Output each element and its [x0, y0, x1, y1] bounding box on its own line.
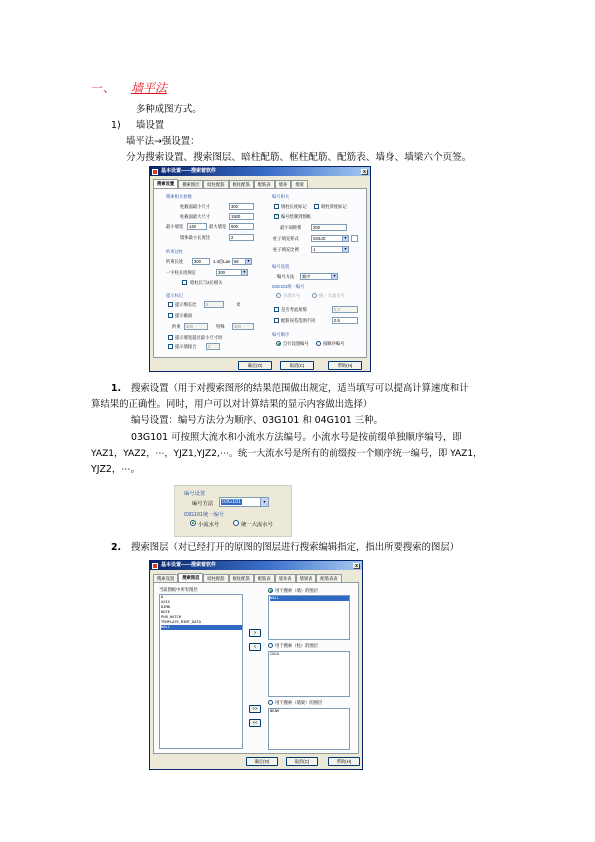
constrain-label: 约束	[172, 324, 181, 329]
remove-all-button[interactable]: <<	[249, 719, 261, 727]
ok-button[interactable]: 确定(O)	[238, 361, 272, 370]
wall-layers-radio[interactable]	[268, 588, 273, 593]
item2-number: 2.	[111, 542, 122, 553]
list-item[interactable]: WALL	[270, 596, 349, 601]
snippet-small-flow-radio[interactable]	[190, 520, 196, 526]
tab-frame-column[interactable]: 框柱配筋	[229, 180, 254, 188]
intro-text: 多种成图方式。	[136, 104, 202, 115]
tab-frame-column[interactable]: 框柱配筋	[229, 574, 254, 582]
constrain-input[interactable]: 200	[184, 323, 208, 330]
dark-col-checkbox[interactable]	[182, 280, 187, 285]
cancel-button[interactable]: 取消(C)	[280, 361, 314, 370]
anchor-group: 约束边柱	[166, 249, 184, 254]
order-left-label: 自行设置编号	[283, 341, 309, 346]
dialog-titlebar	[150, 167, 370, 176]
tolerance-label: 配筋误差范围不同	[281, 318, 316, 323]
all-layers-list[interactable]	[159, 594, 243, 749]
wall-min-label: 墙体最小长度比	[180, 235, 211, 240]
tab-strip	[153, 573, 342, 582]
add-button[interactable]: >	[249, 629, 261, 637]
num-group: 编号设置	[272, 264, 290, 269]
number-draw-label: 编号绘制到图纸	[281, 214, 312, 219]
col-style-value: SOLID	[313, 236, 326, 241]
item1-para2b: YAZ1，YAZ2，⋯，YJZ1,YJZ2,⋯。统一大流水号是所有的前缀按一个顺序统一编号，即 YAZ1，	[91, 449, 483, 459]
dark-mark-checkbox[interactable]	[314, 204, 319, 209]
snippet-big-flow-label: 统一大流水号	[241, 522, 273, 528]
hint-joint-input[interactable]: 3	[206, 343, 220, 350]
min-spacing-input[interactable]: 200	[311, 224, 347, 231]
item1-para2c: YJZ2，⋯。	[91, 464, 141, 475]
min-spacing-label: 最小间距系	[280, 225, 302, 230]
special-input[interactable]: 300	[232, 323, 254, 330]
item1-title: 搜索设置（用于对搜索图形的结果范围做出规定，适当填写可以提高计算速度和计	[131, 383, 469, 394]
item1-title-cont: 算结果的正确性。同时，用户可以对计算结果的显示内容做出选择）	[91, 399, 373, 410]
beam-layers-label: 用于搜索（墙梁）的图层	[275, 700, 323, 705]
list-item[interactable]: BEAM	[270, 709, 279, 713]
col-max-input[interactable]: 1500	[229, 213, 254, 220]
color-swatch[interactable]	[351, 235, 358, 242]
list-item[interactable]: PUB_HATCH	[161, 615, 181, 619]
list-item[interactable]: DOTE	[161, 610, 170, 614]
order-right-radio[interactable]	[316, 341, 321, 346]
hint-tip-unit: 米	[236, 302, 241, 307]
remove-button[interactable]: <	[249, 643, 261, 651]
item1-para2a: 03G101 可按照大流水和小流水方法编号。小流水号是按前缀单独顺序编号，即	[131, 432, 462, 443]
chevron-down-icon: ▼	[246, 259, 251, 263]
lae-select[interactable]	[232, 258, 252, 265]
big-flow-radio[interactable]	[312, 293, 317, 298]
tab-rebar-table[interactable]: 配筋表	[254, 180, 275, 188]
heading-title: 墙平法	[131, 81, 168, 95]
tab-wall-table[interactable]: 墙身表	[275, 574, 296, 582]
wallnum-label: 墙柱长度标记	[281, 204, 307, 209]
one-len-value: 300	[218, 270, 225, 275]
dialog2-titlebar	[150, 561, 362, 570]
list-item[interactable]: COLU	[270, 652, 279, 656]
num-method-value: 顺序	[302, 274, 311, 279]
ok-button[interactable]: 确定(O)	[246, 757, 278, 766]
chevron-down-icon: ▼	[242, 270, 247, 274]
wallnum-checkbox[interactable]	[274, 204, 279, 209]
tab-search-settings[interactable]: 搜索设置	[153, 179, 178, 188]
tab-search-layers[interactable]: 搜索图层	[178, 180, 203, 188]
chevron-down-icon: ▼	[343, 236, 348, 240]
prefix-checkbox[interactable]	[274, 307, 279, 312]
section-number: 1)	[111, 120, 121, 131]
label-group: 编号相关	[272, 194, 290, 199]
num-method-select[interactable]	[300, 273, 338, 280]
order-right-label: 按顺序编号	[323, 341, 345, 346]
tab-wall-body[interactable]: 墙身	[275, 180, 292, 188]
hint-group: 提示标记	[166, 293, 184, 298]
col-ratio-label: 柱子填充比例	[273, 247, 299, 252]
hint-joint-checkbox[interactable]	[168, 344, 173, 349]
hint-small-checkbox[interactable]	[168, 335, 173, 340]
app-icon	[152, 563, 158, 569]
anchor-len-input[interactable]: 300	[192, 258, 210, 265]
wall-min-input[interactable]: 2	[229, 234, 254, 241]
hint-area-label: 提示截面	[175, 313, 193, 318]
wall-layers-label: 用于搜索（墙）的图层	[275, 588, 318, 593]
tab-dark-column[interactable]: 暗柱配筋	[203, 180, 228, 188]
snippet-method-value: 03G101	[222, 499, 241, 505]
section-title: 墙设置	[136, 120, 165, 131]
col-ratio-select[interactable]	[311, 246, 349, 253]
cancel-button[interactable]: 取消(C)	[286, 757, 318, 766]
chevron-down-icon: ▼	[260, 498, 268, 506]
all-layers-label: 当前图纸中所有图层	[159, 587, 198, 592]
small-flow-radio[interactable]	[276, 293, 281, 298]
order-group: 编号顺序	[272, 332, 290, 337]
col-style-select[interactable]	[311, 235, 349, 242]
col-layers-list[interactable]	[268, 651, 350, 697]
snippet-group-title: 编号设置	[184, 491, 206, 497]
close-button[interactable]: x	[353, 563, 360, 569]
col-max-label: 柱截面最大尺寸	[180, 214, 211, 219]
col-ratio-value: 1	[313, 247, 316, 252]
tolerance-checkbox[interactable]	[274, 318, 279, 323]
chevron-down-icon: ▼	[343, 247, 348, 251]
list-item[interactable]: DIMN	[161, 605, 170, 609]
chevron-down-icon: ▼	[332, 274, 337, 278]
max-thk-input[interactable]: 600	[229, 223, 254, 230]
snippet-method-select[interactable]	[219, 497, 269, 507]
tab-dark-column[interactable]: 暗柱配筋	[203, 574, 228, 582]
min-thk-input[interactable]: 140	[187, 223, 207, 230]
hint-tip-label: 提示细长比	[175, 302, 197, 307]
list-item[interactable]: TEMPLATE_MINT_DATA	[161, 620, 201, 624]
help-button[interactable]: 帮助(H)	[328, 757, 360, 766]
snippet-method-label: 编号方法	[192, 501, 214, 507]
tab-strip	[153, 179, 308, 188]
close-button[interactable]: x	[361, 169, 368, 175]
tab-page	[153, 582, 359, 754]
dialog-title: 基本设置——搜索着软件	[161, 168, 217, 174]
tab-search-settings[interactable]: 搜索设置	[153, 574, 178, 582]
beam-layers-radio[interactable]	[268, 700, 273, 705]
add-all-button[interactable]: >>	[249, 705, 261, 713]
col-min-input[interactable]: 300	[229, 203, 254, 210]
one-len-select[interactable]	[216, 269, 248, 276]
dark-col-label: 暗柱长与2长相关	[190, 280, 223, 285]
lae-value: 56	[234, 259, 239, 264]
list-item[interactable]: WALL	[161, 625, 242, 630]
hint-tip-checkbox[interactable]	[168, 302, 173, 307]
tab-rebar-table-2[interactable]: 配筋表表	[316, 574, 341, 582]
hint-tip-input[interactable]: 5	[204, 301, 224, 308]
settings-dialog	[149, 166, 371, 372]
min-thk-label: 最小墙宽	[166, 224, 184, 229]
heading-number: 一、	[91, 81, 116, 95]
app-icon	[152, 169, 158, 175]
help-button[interactable]: 帮助(H)	[328, 361, 362, 370]
dialog2-title: 基本设置——搜索着软件	[161, 562, 217, 568]
order-left-radio[interactable]	[276, 341, 281, 346]
list-item[interactable]: AXIS	[161, 600, 170, 604]
snippet-big-flow-radio[interactable]	[233, 520, 239, 526]
tab-rebar-table[interactable]: 配筋表	[254, 574, 275, 582]
anchor-len-label: 约束长度	[166, 259, 184, 264]
one-len-label: 一字柱长度规定	[166, 270, 197, 275]
g101-group: 03G101统一编号	[272, 284, 305, 289]
lae-label: 1.4倍Lae	[213, 259, 231, 264]
big-flow-label: 统一大流水号	[319, 293, 345, 298]
hint-small-label: 提示墙宽超过最小尺寸时	[175, 335, 223, 340]
snippet-g101-label: 03G101统一编号	[184, 512, 225, 518]
col-layers-label: 用于搜索（柱）的图层	[275, 643, 318, 648]
wall-layers-list[interactable]	[268, 595, 350, 640]
search-params-group: 搜索相关参数	[166, 194, 192, 199]
item1-number: 1.	[111, 383, 122, 394]
tab-search-layers[interactable]: 搜索图层	[178, 573, 203, 582]
menu-path: 墙平法→强设置：	[126, 136, 200, 147]
small-flow-label: 小流水号	[283, 293, 301, 298]
tabs-description: 分为搜索设置、搜索图层、暗柱配筋、框柱配筋、配筋表、墙身、墙梁六个页签。	[126, 152, 472, 163]
item1-para1: 编号设置：编号方法分为顺序、03G101 和 04G101 三种。	[131, 415, 383, 426]
list-item[interactable]: 0	[161, 595, 164, 599]
tab-wall-beam[interactable]: 墙梁	[291, 180, 308, 188]
beam-layers-list[interactable]	[268, 708, 350, 750]
snippet-small-flow-label: 小流水号	[198, 522, 220, 528]
special-label: 特殊	[216, 324, 225, 329]
col-min-label: 柱截面最小尺寸	[180, 204, 211, 209]
num-method-label: 编号方法	[277, 274, 295, 279]
hint-area-checkbox[interactable]	[168, 313, 173, 318]
number-draw-checkbox[interactable]	[274, 214, 279, 219]
col-layers-radio[interactable]	[268, 643, 273, 648]
hint-joint-label: 提示墙接合	[175, 344, 197, 349]
prefix-input[interactable]: 0.3	[332, 306, 358, 313]
dark-mark-label: 暗柱厚度标记	[321, 204, 347, 209]
max-thk-label: 最大墙宽	[209, 224, 227, 229]
numbering-snippet	[174, 485, 292, 537]
item2-title: 搜索图层（对已经打开的原图的图层进行搜索编辑指定，指出所要搜索的图层）	[131, 542, 460, 553]
layers-dialog	[149, 560, 363, 770]
tab-beam-table[interactable]: 墙梁表	[296, 574, 317, 582]
tab-page	[153, 188, 367, 358]
col-style-label: 柱子填充样式	[273, 236, 299, 241]
prefix-label: 是否考虑加筋	[281, 307, 307, 312]
tolerance-input[interactable]: 0.5	[332, 317, 358, 324]
